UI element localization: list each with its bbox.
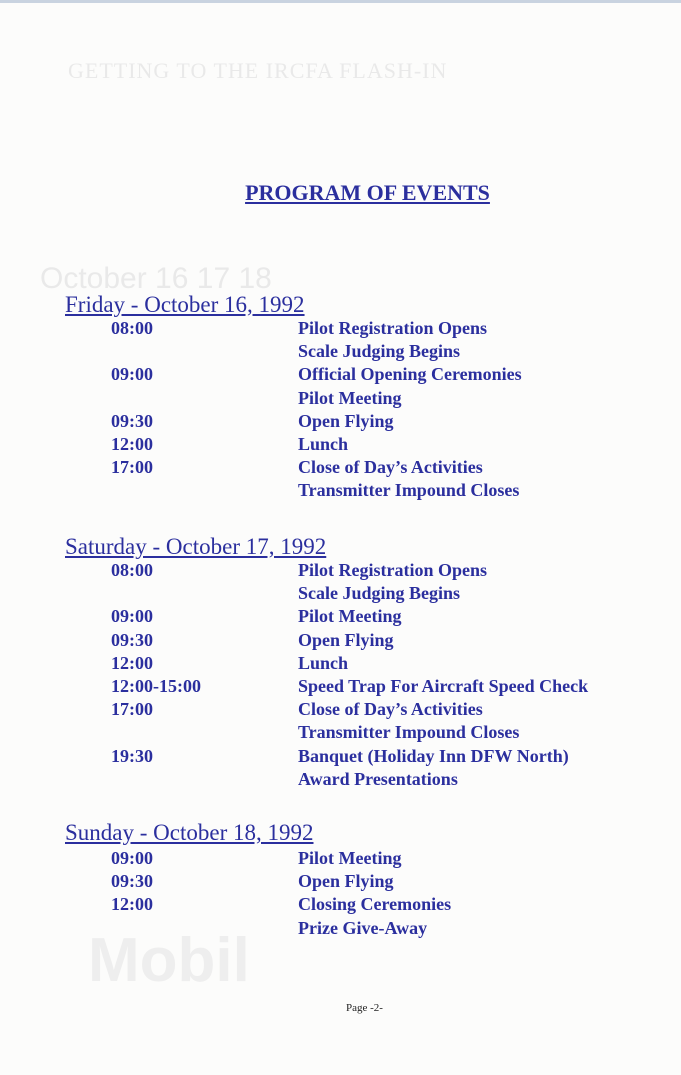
schedule-row xyxy=(0,388,681,411)
event-time: 09:30 xyxy=(111,410,153,431)
event-time: 08:00 xyxy=(111,560,153,580)
event-time: 12:00 xyxy=(111,434,153,454)
show-through-dates: October 16 17 18 xyxy=(40,262,272,295)
event-name: Pilot Meeting xyxy=(298,606,402,627)
schedule-row xyxy=(0,341,681,364)
event-name: Open Flying xyxy=(298,629,394,650)
event-name: Award Presentations xyxy=(298,768,458,789)
event-name: Close of Day’s Activities xyxy=(298,457,483,478)
event-time: 17:00 xyxy=(111,457,153,478)
event-time: 09:00 xyxy=(111,364,153,385)
event-time: 09:30 xyxy=(111,871,153,892)
event-time: 09:30 xyxy=(111,629,153,650)
schedule-row xyxy=(0,630,681,653)
schedule-row xyxy=(0,769,681,792)
event-name: Official Opening Ceremonies xyxy=(298,364,522,385)
event-name: Lunch xyxy=(298,434,349,454)
event-name: Open Flying xyxy=(298,410,394,431)
schedule-row xyxy=(0,318,681,341)
schedule-row xyxy=(0,746,681,769)
event-name: Close of Day’s Activities xyxy=(298,699,483,720)
page-number: Page -2- xyxy=(346,1002,383,1014)
event-time: 08:00 xyxy=(111,318,153,338)
schedule-row xyxy=(0,457,681,480)
event-time: 17:00 xyxy=(111,699,153,720)
event-time: 09:00 xyxy=(111,606,153,627)
event-name: Banquet (Holiday Inn DFW North) xyxy=(298,745,569,766)
schedule-row xyxy=(0,583,681,606)
event-name: Open Flying xyxy=(298,871,394,892)
show-through-header: GETTING TO THE IRCFA FLASH-IN xyxy=(68,58,448,83)
event-time: 19:30 xyxy=(111,745,153,766)
event-name: Transmitter Impound Closes xyxy=(298,480,520,501)
schedule-row xyxy=(0,606,681,629)
event-name: Pilot Registration Opens xyxy=(298,560,487,580)
event-time: 12:00-15:00 xyxy=(111,676,201,696)
page-top-edge xyxy=(0,0,681,3)
event-name: Scale Judging Begins xyxy=(298,341,461,362)
event-time: 12:00 xyxy=(111,894,153,915)
event-name: Lunch xyxy=(298,652,349,673)
schedule-row xyxy=(0,699,681,722)
schedule-row xyxy=(0,653,681,676)
schedule-row xyxy=(0,722,681,745)
event-name: Scale Judging Begins xyxy=(298,583,461,604)
event-time: 09:00 xyxy=(111,848,153,868)
show-through-logo: Mobil xyxy=(88,926,250,995)
event-name: Prize Give-Away xyxy=(298,917,428,938)
schedule-row xyxy=(0,676,681,699)
event-time: 12:00 xyxy=(111,652,153,673)
schedule-row xyxy=(0,480,681,503)
schedule-row xyxy=(0,364,681,387)
event-name: Closing Ceremonies xyxy=(298,894,452,915)
schedule-row xyxy=(0,871,681,894)
schedule-row xyxy=(0,434,681,457)
event-name: Transmitter Impound Closes xyxy=(298,722,520,743)
day-heading-sunday: Sunday - October 18, 1992 xyxy=(65,820,314,845)
schedule-row xyxy=(0,918,681,941)
event-name: Speed Trap For Aircraft Speed Check xyxy=(298,676,589,696)
event-name: Pilot Meeting xyxy=(298,387,402,408)
day-heading-friday: Friday - October 16, 1992 xyxy=(65,292,305,317)
page-title: PROGRAM OF EVENTS xyxy=(245,180,490,205)
schedule-row xyxy=(0,411,681,434)
day-heading-saturday: Saturday - October 17, 1992 xyxy=(65,534,327,559)
schedule-row xyxy=(0,894,681,917)
schedule-row xyxy=(0,560,681,583)
event-name: Pilot Meeting xyxy=(298,848,402,868)
schedule-row xyxy=(0,848,681,871)
event-name: Pilot Registration Opens xyxy=(298,318,487,338)
